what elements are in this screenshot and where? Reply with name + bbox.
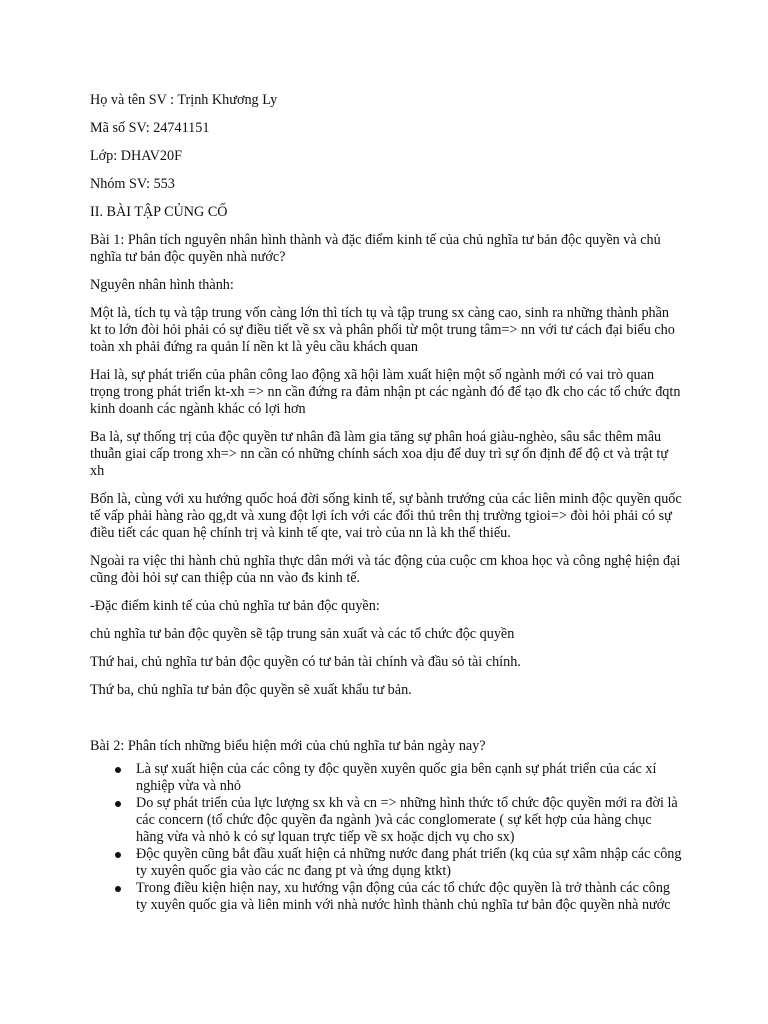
bullet-icon — [115, 886, 121, 892]
cause-paragraph-5: Ngoài ra việc thi hành chủ nghĩa thực dân mới và tác động của cuộc cm khoa học và công nghệ hiện đại cũng đòi hỏi sự can thiệp của nn vào đs kinh tế. — [90, 553, 681, 586]
list-item-text: Do sự phát triển của lực lượng sx kh và cn => những hình thức tổ chức độc quyền mới ra đời là các concern (tổ chức độc quyền đa ngành )và các conglomerate ( sự kết hợp của hàng chục hãng vừa và nhỏ k có sự lquan trực tiếp về sx hoặc dịch vụ cho sx) — [136, 795, 678, 845]
student-class: Lớp: DHAV20F — [90, 148, 182, 164]
section-title: II. BÀI TẬP CỦNG CỐ — [90, 204, 228, 220]
list-item — [90, 761, 682, 795]
student-id: Mã số SV: 24741151 — [90, 120, 210, 136]
bai1-question: Bài 1: Phân tích nguyên nhân hình thành và đặc điểm kinh tế của chủ nghĩa tư bản độc quyền và chủ nghĩa tư bản độc quyền nhà nước? — [90, 232, 661, 265]
feature-1: chủ nghĩa tư bản độc quyền sẽ tập trung sản xuất và các tổ chức độc quyền — [90, 626, 515, 642]
list-item-text: Là sự xuất hiện của các công ty độc quyền xuyên quốc gia bên cạnh sự phát triển của các xí nghiệp vừa và nhỏ — [136, 761, 657, 794]
student-name: Họ và tên SV : Trịnh Khương Ly — [90, 92, 278, 108]
list-item — [90, 846, 682, 880]
blank-line — [90, 710, 682, 738]
bullet-icon — [115, 852, 121, 858]
list-item-text: Trong điều kiện hiện nay, xu hướng vận động của các tổ chức độc quyền là trở thành các công ty xuyên quốc gia và liên minh với nhà nước hình thành chủ nghĩa tư bản độc quyền nhà nước — [136, 880, 671, 913]
document-page — [90, 92, 682, 914]
cause-heading: Nguyên nhân hình thành: — [90, 277, 234, 293]
list-item — [90, 880, 682, 914]
feature-heading: -Đặc điểm kinh tế của chủ nghĩa tư bản độc quyền: — [90, 598, 380, 614]
bai2-question: Bài 2: Phân tích những biểu hiện mới của chủ nghĩa tư bản ngày nay? — [90, 738, 486, 754]
student-group: Nhóm SV: 553 — [90, 176, 175, 192]
bai2-bullet-list — [90, 761, 682, 914]
list-item-text: Độc quyền cũng bắt đầu xuất hiện cả những nước đang phát triển (kq của sự xâm nhập các công ty xuyên quốc gia vào các nc đang pt và ứng dụng ktkt) — [136, 846, 682, 879]
cause-paragraph-4: Bốn là, cùng với xu hướng quốc hoá đời sống kinh tế, sự bành trướng của các liên minh độc quyền quốc tế vấp phải hàng rào qg,dt và xung đột lợi ích với các đối thủ trên thị trường tgioi=> đòi hỏi phải có sự điều tiết các quan hệ chính trị và kinh tế qte, vai trò của nn là kh thể thiếu. — [90, 491, 682, 541]
cause-paragraph-3: Ba là, sự thống trị của độc quyền tư nhân đã làm gia tăng sự phân hoá giàu-nghèo, sâu sắc thêm mâu thuẫn giai cấp trong xh=> nn cần có những chính sách xoa dịu để duy trì sự ổn định để độ ct và trật tự xh — [90, 429, 669, 479]
feature-3: Thứ ba, chủ nghĩa tư bản độc quyền sẽ xuất khẩu tư bản. — [90, 682, 412, 698]
cause-paragraph-1: Một là, tích tụ và tập trung vốn càng lớn thì tích tụ và tập trung sx càng cao, sinh ra những thành phần kt to lớn đòi hỏi phải có sự điều tiết về sx và phân phối từ một trung tâm=> nn với tư cách đại biểu cho toàn xh phải đứng ra quản lí nền kt là yêu cầu khách quan — [90, 305, 675, 355]
bullet-icon — [115, 801, 121, 807]
cause-paragraph-2: Hai là, sự phát triển của phân công lao động xã hội làm xuất hiện một số ngành mới có vai trò quan trọng trong phát triển kt-xh => nn cần đứng ra đảm nhận pt các ngành đó để tạo đk cho các tổ chức đqtn kinh doanh các ngành khác có lợi hơn — [90, 367, 681, 417]
bullet-icon — [115, 767, 121, 773]
list-item — [90, 795, 682, 846]
feature-2: Thứ hai, chủ nghĩa tư bản độc quyền có tư bản tài chính và đầu sỏ tài chính. — [90, 654, 521, 670]
